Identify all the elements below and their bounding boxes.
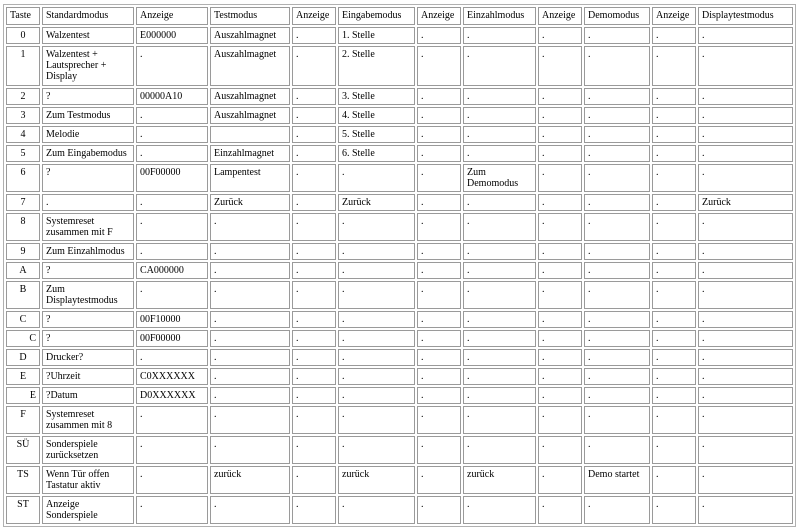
table-cell: Sonderspiele zurücksetzen <box>42 436 134 464</box>
table-cell: . <box>417 213 461 241</box>
table-cell: . <box>538 281 582 309</box>
table-cell: . <box>538 368 582 385</box>
table-cell: . <box>417 330 461 347</box>
table-cell: . <box>584 213 650 241</box>
table-cell: zurück <box>338 466 415 494</box>
table-cell: . <box>698 27 793 44</box>
column-header: Standardmodus <box>42 7 134 25</box>
table-cell: . <box>652 436 696 464</box>
key-function-table <box>3 4 796 527</box>
table-cell: . <box>292 243 336 260</box>
table-cell: . <box>698 496 793 524</box>
table-cell: . <box>463 126 536 143</box>
column-header: Einzahlmodus <box>463 7 536 25</box>
table-cell: 2. Stelle <box>338 46 415 86</box>
table-cell: . <box>463 436 536 464</box>
table-cell: . <box>652 164 696 192</box>
table-cell: . <box>538 466 582 494</box>
key-cell: ST <box>6 496 40 524</box>
table-cell: . <box>417 262 461 279</box>
table-cell: . <box>136 145 208 162</box>
key-cell: F <box>6 406 40 434</box>
table-cell: . <box>136 194 208 211</box>
table-row <box>6 281 793 309</box>
key-cell: SÜ <box>6 436 40 464</box>
table-cell: . <box>584 387 650 404</box>
table-cell: ? <box>42 88 134 105</box>
table-cell: . <box>652 194 696 211</box>
key-cell: 6 <box>6 164 40 192</box>
table-cell: . <box>136 243 208 260</box>
table-cell: . <box>698 164 793 192</box>
key-cell: 3 <box>6 107 40 124</box>
table-row <box>6 145 793 162</box>
key-cell: 9 <box>6 243 40 260</box>
table-cell: . <box>463 496 536 524</box>
table-cell: . <box>698 387 793 404</box>
table-body <box>6 27 793 524</box>
table-cell: Anzeige Sonderspiele <box>42 496 134 524</box>
table-cell: . <box>652 281 696 309</box>
table-cell: . <box>292 194 336 211</box>
table-cell: . <box>210 368 290 385</box>
table-cell: . <box>698 262 793 279</box>
table-cell: . <box>652 466 696 494</box>
table-cell: Zum Eingabemodus <box>42 145 134 162</box>
table-cell: . <box>136 126 208 143</box>
table-cell: Zum Demomodus <box>463 164 536 192</box>
table-cell: D0XXXXXX <box>136 387 208 404</box>
table-cell: . <box>698 311 793 328</box>
table-cell: . <box>210 213 290 241</box>
table-cell: . <box>584 262 650 279</box>
table-cell: . <box>136 349 208 366</box>
key-cell: C <box>6 311 40 328</box>
table-cell: . <box>652 368 696 385</box>
table-cell: . <box>463 349 536 366</box>
table-cell: ? <box>42 262 134 279</box>
table-cell: . <box>698 466 793 494</box>
table-cell: . <box>538 436 582 464</box>
table-row <box>6 164 793 192</box>
table-cell: . <box>652 406 696 434</box>
table-cell: 1. Stelle <box>338 27 415 44</box>
table-cell: zurück <box>210 466 290 494</box>
table-cell: . <box>538 387 582 404</box>
table-cell: . <box>463 311 536 328</box>
table-cell: . <box>136 466 208 494</box>
table-cell: . <box>463 88 536 105</box>
table-cell: . <box>463 387 536 404</box>
table-cell: ? <box>42 311 134 328</box>
table-cell: . <box>584 311 650 328</box>
table-cell: . <box>338 213 415 241</box>
table-cell: . <box>652 262 696 279</box>
table-cell: . <box>538 27 582 44</box>
table-cell: . <box>463 406 536 434</box>
table-cell: . <box>417 466 461 494</box>
table-cell: . <box>463 107 536 124</box>
table-cell: ? <box>42 330 134 347</box>
table-cell: . <box>584 46 650 86</box>
table-cell: . <box>538 330 582 347</box>
column-header: Testmodus <box>210 7 290 25</box>
table-cell: . <box>417 88 461 105</box>
table-cell: . <box>136 496 208 524</box>
table-cell: . <box>538 126 582 143</box>
table-cell: . <box>698 330 793 347</box>
key-cell: TS <box>6 466 40 494</box>
table-cell: . <box>463 330 536 347</box>
table-cell: . <box>463 46 536 86</box>
table-cell: Auszahlmagnet <box>210 46 290 86</box>
table-cell: . <box>210 387 290 404</box>
table-cell: Zum Displaytestmodus <box>42 281 134 309</box>
table-cell: . <box>417 243 461 260</box>
table-cell: . <box>538 243 582 260</box>
table-cell: . <box>698 349 793 366</box>
table-cell: . <box>652 27 696 44</box>
table-cell: . <box>417 436 461 464</box>
table-row <box>6 368 793 385</box>
table-cell: CA000000 <box>136 262 208 279</box>
table-cell: . <box>652 107 696 124</box>
key-cell: D <box>6 349 40 366</box>
table-cell: . <box>292 368 336 385</box>
table-cell: . <box>698 243 793 260</box>
table-cell: . <box>210 243 290 260</box>
table-row <box>6 330 793 347</box>
table-cell: . <box>652 213 696 241</box>
table-cell: . <box>698 126 793 143</box>
table-cell: . <box>338 311 415 328</box>
table-cell: . <box>463 213 536 241</box>
table-row <box>6 311 793 328</box>
table-cell: Wenn Tür offen Tastatur aktiv <box>42 466 134 494</box>
table-cell: . <box>292 387 336 404</box>
table-row <box>6 213 793 241</box>
table-cell: . <box>210 330 290 347</box>
table-cell: . <box>584 349 650 366</box>
table-cell: . <box>292 164 336 192</box>
table-cell: Zurück <box>698 194 793 211</box>
table-cell: zurück <box>463 466 536 494</box>
table-cell: . <box>417 368 461 385</box>
table-cell: Einzahlmagnet <box>210 145 290 162</box>
table-cell: . <box>292 46 336 86</box>
key-cell: 8 <box>6 213 40 241</box>
table-cell: . <box>417 387 461 404</box>
table-cell: . <box>136 213 208 241</box>
header-row <box>6 7 793 25</box>
table-cell: . <box>698 281 793 309</box>
table-cell: . <box>292 349 336 366</box>
table-cell: . <box>338 349 415 366</box>
table-cell: . <box>292 107 336 124</box>
table-cell: . <box>538 107 582 124</box>
table-cell: Systemreset zusammen mit F <box>42 213 134 241</box>
table-cell: . <box>417 145 461 162</box>
table-cell: . <box>292 311 336 328</box>
table-cell: . <box>538 406 582 434</box>
table-cell: Auszahlmagnet <box>210 27 290 44</box>
table-cell: . <box>417 194 461 211</box>
key-cell: E <box>6 368 40 385</box>
key-cell: 1 <box>6 46 40 86</box>
table-cell: . <box>338 243 415 260</box>
table-cell: . <box>698 406 793 434</box>
table-cell: ?Datum <box>42 387 134 404</box>
table-cell: . <box>538 88 582 105</box>
table-cell: Lampentest <box>210 164 290 192</box>
table-cell: . <box>584 368 650 385</box>
table-cell: . <box>698 436 793 464</box>
table-cell: 5. Stelle <box>338 126 415 143</box>
table-cell: . <box>338 262 415 279</box>
table-cell: . <box>292 145 336 162</box>
table-cell: . <box>538 262 582 279</box>
table-cell: . <box>338 406 415 434</box>
table-cell: . <box>417 281 461 309</box>
table-cell: . <box>463 27 536 44</box>
table-cell: . <box>292 213 336 241</box>
column-header: Anzeige <box>538 7 582 25</box>
table-cell: . <box>698 88 793 105</box>
table-cell: . <box>210 311 290 328</box>
key-cell: E <box>6 387 40 404</box>
table-cell: . <box>417 126 461 143</box>
table-cell: . <box>584 88 650 105</box>
table-cell: Zurück <box>210 194 290 211</box>
key-cell: B <box>6 281 40 309</box>
key-cell: 0 <box>6 27 40 44</box>
table-cell: 00000A10 <box>136 88 208 105</box>
table-cell: Auszahlmagnet <box>210 88 290 105</box>
table-cell: . <box>417 164 461 192</box>
table-cell: . <box>652 311 696 328</box>
table-cell: . <box>538 164 582 192</box>
table-cell: . <box>463 368 536 385</box>
key-cell: 5 <box>6 145 40 162</box>
key-cell: C <box>6 330 40 347</box>
key-cell: 7 <box>6 194 40 211</box>
table-cell: . <box>417 349 461 366</box>
table-cell: . <box>338 330 415 347</box>
column-header: Anzeige <box>136 7 208 25</box>
table-cell: . <box>463 281 536 309</box>
table-cell: . <box>584 330 650 347</box>
table-cell: ? <box>42 164 134 192</box>
table-cell: . <box>210 436 290 464</box>
table-cell: Systemreset zusammen mit 8 <box>42 406 134 434</box>
table-cell: 00F00000 <box>136 330 208 347</box>
table-cell: . <box>652 126 696 143</box>
table-cell: . <box>463 194 536 211</box>
column-header: Taste <box>6 7 40 25</box>
table-cell: Auszahlmagnet <box>210 107 290 124</box>
table-cell: . <box>136 406 208 434</box>
table-row <box>6 126 793 143</box>
table-cell: . <box>292 27 336 44</box>
table-cell: . <box>338 387 415 404</box>
table-cell: . <box>652 387 696 404</box>
table-cell: . <box>338 164 415 192</box>
column-header: Anzeige <box>417 7 461 25</box>
table-cell: . <box>538 311 582 328</box>
table-row <box>6 406 793 434</box>
table-cell: Walzentest <box>42 27 134 44</box>
table-row <box>6 194 793 211</box>
table-cell: . <box>292 436 336 464</box>
table-cell: . <box>584 281 650 309</box>
column-header: Anzeige <box>292 7 336 25</box>
table-cell: . <box>698 213 793 241</box>
table-cell: 3. Stelle <box>338 88 415 105</box>
table-cell: . <box>136 107 208 124</box>
table-row <box>6 107 793 124</box>
table-cell: . <box>136 436 208 464</box>
table-cell: . <box>210 406 290 434</box>
table-row <box>6 466 793 494</box>
table-cell: . <box>698 46 793 86</box>
table-cell: . <box>417 27 461 44</box>
table-cell: . <box>463 243 536 260</box>
table-row <box>6 349 793 366</box>
table-row <box>6 27 793 44</box>
table-cell: . <box>338 496 415 524</box>
table-cell: . <box>584 27 650 44</box>
table-cell: . <box>584 496 650 524</box>
key-cell: A <box>6 262 40 279</box>
table-cell: . <box>292 330 336 347</box>
table-cell: . <box>584 243 650 260</box>
table-row <box>6 262 793 279</box>
table-cell: . <box>698 107 793 124</box>
table-cell: . <box>584 406 650 434</box>
table-cell: . <box>584 436 650 464</box>
table-cell: . <box>136 46 208 86</box>
table-cell: . <box>652 349 696 366</box>
table-cell: . <box>210 262 290 279</box>
table-cell: . <box>652 330 696 347</box>
table-cell: . <box>652 145 696 162</box>
table-cell: . <box>584 126 650 143</box>
table-cell: . <box>417 311 461 328</box>
table-cell: . <box>584 107 650 124</box>
table-cell: . <box>292 406 336 434</box>
table-cell: . <box>538 496 582 524</box>
table-cell: . <box>652 46 696 86</box>
table-cell: . <box>538 194 582 211</box>
table-row <box>6 436 793 464</box>
table-cell: 4. Stelle <box>338 107 415 124</box>
table-cell: . <box>584 194 650 211</box>
table-cell: Walzentest + Lautsprecher + Display <box>42 46 134 86</box>
table-cell: . <box>292 496 336 524</box>
table-cell <box>210 126 290 143</box>
table-cell: . <box>652 243 696 260</box>
table-cell: . <box>292 466 336 494</box>
table-cell: . <box>417 406 461 434</box>
table-cell: . <box>292 126 336 143</box>
table-cell: C0XXXXXX <box>136 368 208 385</box>
table-cell: ?Uhrzeit <box>42 368 134 385</box>
table-cell: . <box>292 262 336 279</box>
table-cell: . <box>538 46 582 86</box>
table-cell: . <box>210 496 290 524</box>
table-cell: . <box>292 88 336 105</box>
table-cell: . <box>538 349 582 366</box>
key-cell: 4 <box>6 126 40 143</box>
table-cell: . <box>338 368 415 385</box>
table-cell: . <box>463 145 536 162</box>
table-cell: . <box>584 164 650 192</box>
table-cell: 00F00000 <box>136 164 208 192</box>
table-cell: . <box>210 349 290 366</box>
table-cell: . <box>652 496 696 524</box>
table-row <box>6 243 793 260</box>
table-cell: . <box>417 107 461 124</box>
table-cell: . <box>42 194 134 211</box>
table-cell: . <box>417 46 461 86</box>
table-cell: . <box>538 145 582 162</box>
table-cell: . <box>338 281 415 309</box>
table-cell: . <box>136 281 208 309</box>
table-cell: . <box>538 213 582 241</box>
table-cell: 6. Stelle <box>338 145 415 162</box>
column-header: Anzeige <box>652 7 696 25</box>
table-cell: . <box>292 281 336 309</box>
column-header: Demomodus <box>584 7 650 25</box>
column-header: Eingabemodus <box>338 7 415 25</box>
table-cell: . <box>338 436 415 464</box>
table-cell: 00F10000 <box>136 311 208 328</box>
table-cell: . <box>698 368 793 385</box>
table-cell: . <box>463 262 536 279</box>
table-cell: . <box>698 145 793 162</box>
table-row <box>6 387 793 404</box>
table-cell: . <box>652 88 696 105</box>
column-header: Displaytestmodus <box>698 7 793 25</box>
table-row <box>6 46 793 86</box>
table-cell: . <box>417 496 461 524</box>
table-cell: Zum Einzahlmodus <box>42 243 134 260</box>
table-cell: Demo startet <box>584 466 650 494</box>
key-cell: 2 <box>6 88 40 105</box>
table-cell: Zum Testmodus <box>42 107 134 124</box>
table-cell: Melodie <box>42 126 134 143</box>
table-row <box>6 88 793 105</box>
table-cell: . <box>210 281 290 309</box>
table-cell: E000000 <box>136 27 208 44</box>
table-cell: . <box>584 145 650 162</box>
table-cell: Zurück <box>338 194 415 211</box>
table-cell: Drucker? <box>42 349 134 366</box>
